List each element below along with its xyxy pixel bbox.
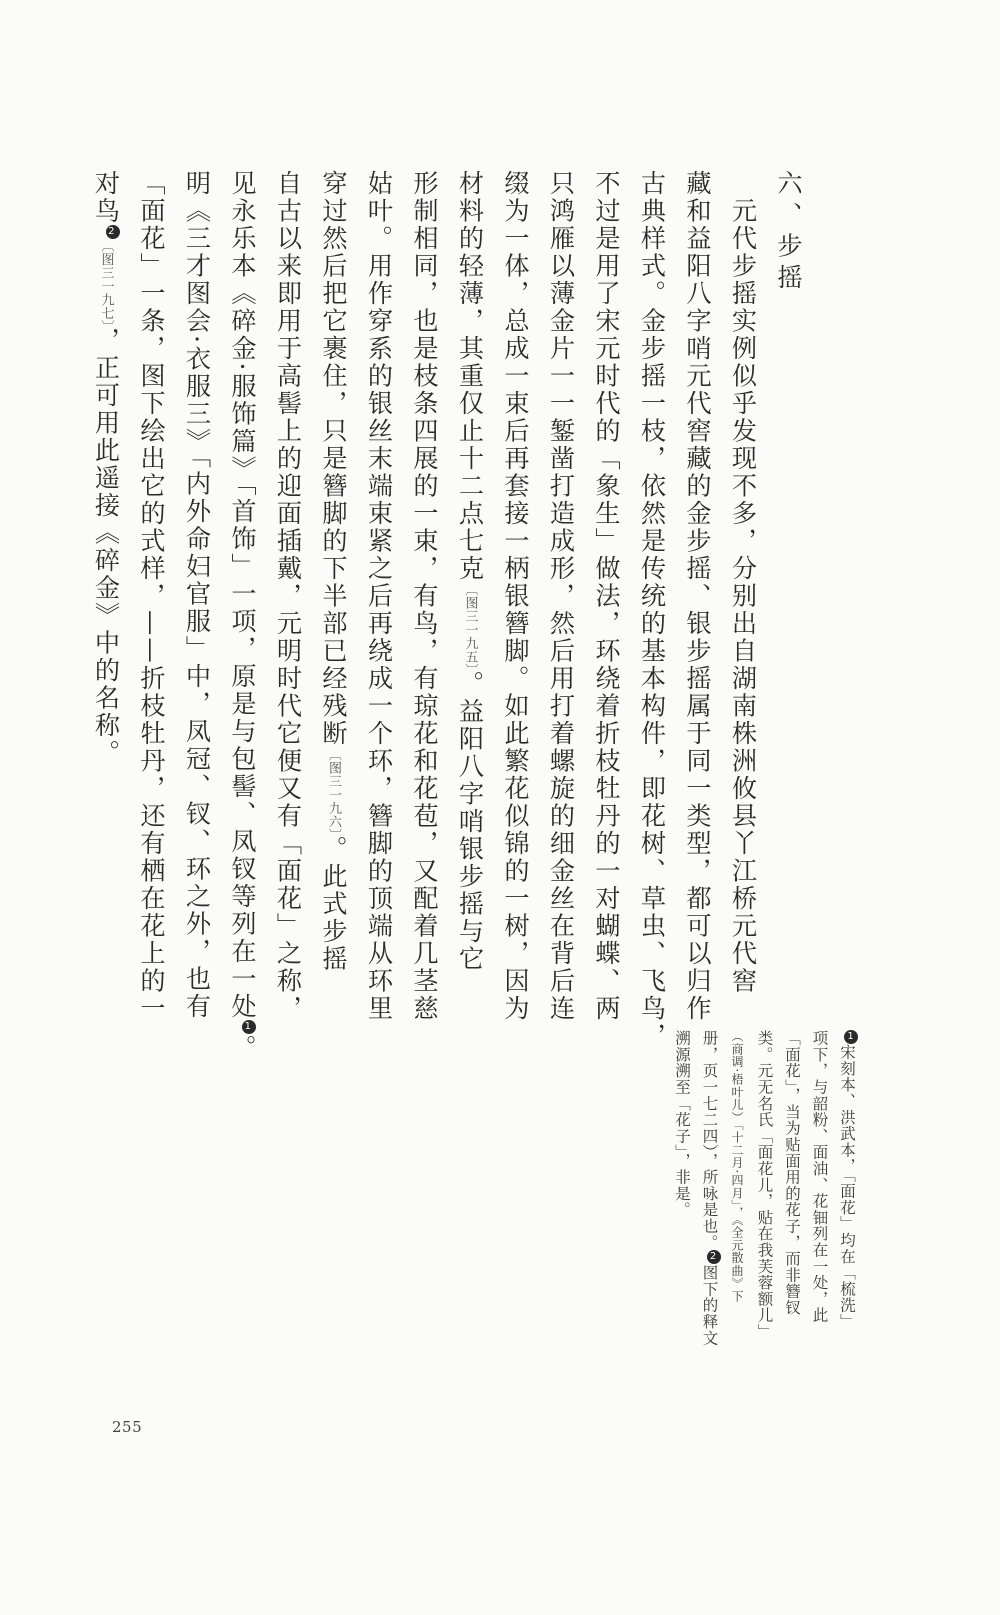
text-column-3: 古典样式。金步摇一枝，依然是传统的基本构件，即花树、草虫、飞鸟， (637, 170, 667, 1050)
text-column-9: 姑叶。用作穿系的银丝末端束紧之后再绕成一个环，簪脚的顶端从环里 (364, 170, 394, 1023)
footnote-marker-1[interactable]: 1 (242, 1020, 256, 1034)
text-column-15-tail: ，正可用此遥接《碎金》中的名称。 (91, 327, 121, 767)
main-text (91, 170, 811, 1062)
text-column-4: 不过是用了宋元时代的「象生」做法，环绕着折枝牡丹的一对蝴蝶、两 (592, 170, 621, 1023)
text-column-2: 藏和益阳八字哨元代窖藏的金步摇、银步摇属于同一类型，都可以归作 (683, 170, 712, 1023)
text-column-15 (83, 170, 129, 1010)
footnote-1-text-a: 宋刻本、洪武本，「面花」均在「梳洗」 (838, 1044, 856, 1330)
text-column-1: 元代步摇实例似乎发现不多，分别出自湖南株洲攸县丫江桥元代窖 (728, 170, 758, 995)
footnotes (100, 1030, 860, 1370)
text-column-10 (311, 170, 357, 1010)
footnote-column-4: 类。元无名氏「面花儿，贴在我芙蓉额儿」 (755, 1030, 774, 1340)
footnote-marker-2[interactable]: 2 (106, 225, 120, 239)
footnote-2-marker: 2 (707, 1250, 721, 1264)
text-column-7-tail: 。益阳八字哨银步摇与它 (455, 670, 485, 973)
footnote-column-1 (833, 1030, 861, 1370)
section-title: 六、步摇 (774, 170, 803, 295)
footnote-column-6 (695, 1030, 723, 1370)
text-column-7 (447, 170, 493, 1010)
text-column-10-body: 穿过然后把它裹住，只是簪脚的下半部已经残断 (319, 170, 348, 748)
page-number: 255 (112, 1418, 143, 1436)
text-column-12 (220, 170, 266, 1062)
footnote-1-marker: 1 (844, 1030, 858, 1044)
text-column-11: 自古以来即用于高髻上的迎面插戴，元明时代它便又有「面花」之称， (273, 170, 303, 1023)
figure-ref-396: 〔图三一九六〕 (326, 747, 341, 836)
text-column-8: 形制相同，也是枝条四展的一束，有鸟，有琼花和花苞，又配着几茎慈 (410, 170, 439, 1023)
figure-ref-397: 〔图三一九七〕 (98, 239, 114, 327)
text-column-14: 「面花」一条，图下绘出它的式样，——折枝牡丹，还有栖在花上的一 (137, 170, 166, 1023)
text-column-10-tail: 。此式步摇 (319, 835, 348, 973)
footnote-1-text-end: 册，页一七二四），所咏是也。 (700, 1030, 719, 1251)
text-column-12-tail: 。 (228, 1034, 257, 1062)
figure-ref-395: 〔图三一九五〕 (462, 582, 478, 671)
text-column-5: 只鸿雁以薄金片一一錾凿打造成形，然后用打着螺旋的细金丝在背后连 (546, 170, 576, 1023)
text-column-12-body: 见永乐本《碎金·服饰篇》「首饰」一项，原是与包髻、凤钗等列在一处 (228, 170, 257, 1021)
text-column-13: 明《三才图会·衣服三》「内外命妇官服」中，凤冠、钗、环之外，也有 (182, 170, 212, 1021)
text-column-15-body: 对鸟 (91, 170, 121, 225)
footnote-column-7: 溯源溯至「花子」，非是。 (673, 1030, 691, 1218)
footnote-column-5: （商调·梧叶儿）「十二月·四月」，《全元散曲》下 (730, 1030, 744, 1303)
footnote-column-2: 项下，与韶粉、面油、花钿列在一处，此 (810, 1030, 829, 1324)
text-column-6: 缀为一体，总成一束后再套接一柄银簪脚。如此繁花似锦的一树，因为 (501, 170, 530, 1023)
footnote-column-3: 「面花」，当为贴面用的花子，而非簪钗 (783, 1030, 801, 1316)
footnote-2-text-a: 图下的释文 (700, 1264, 719, 1346)
text-column-7-body: 材料的轻薄，其重仅止十二点七克 (455, 170, 485, 583)
